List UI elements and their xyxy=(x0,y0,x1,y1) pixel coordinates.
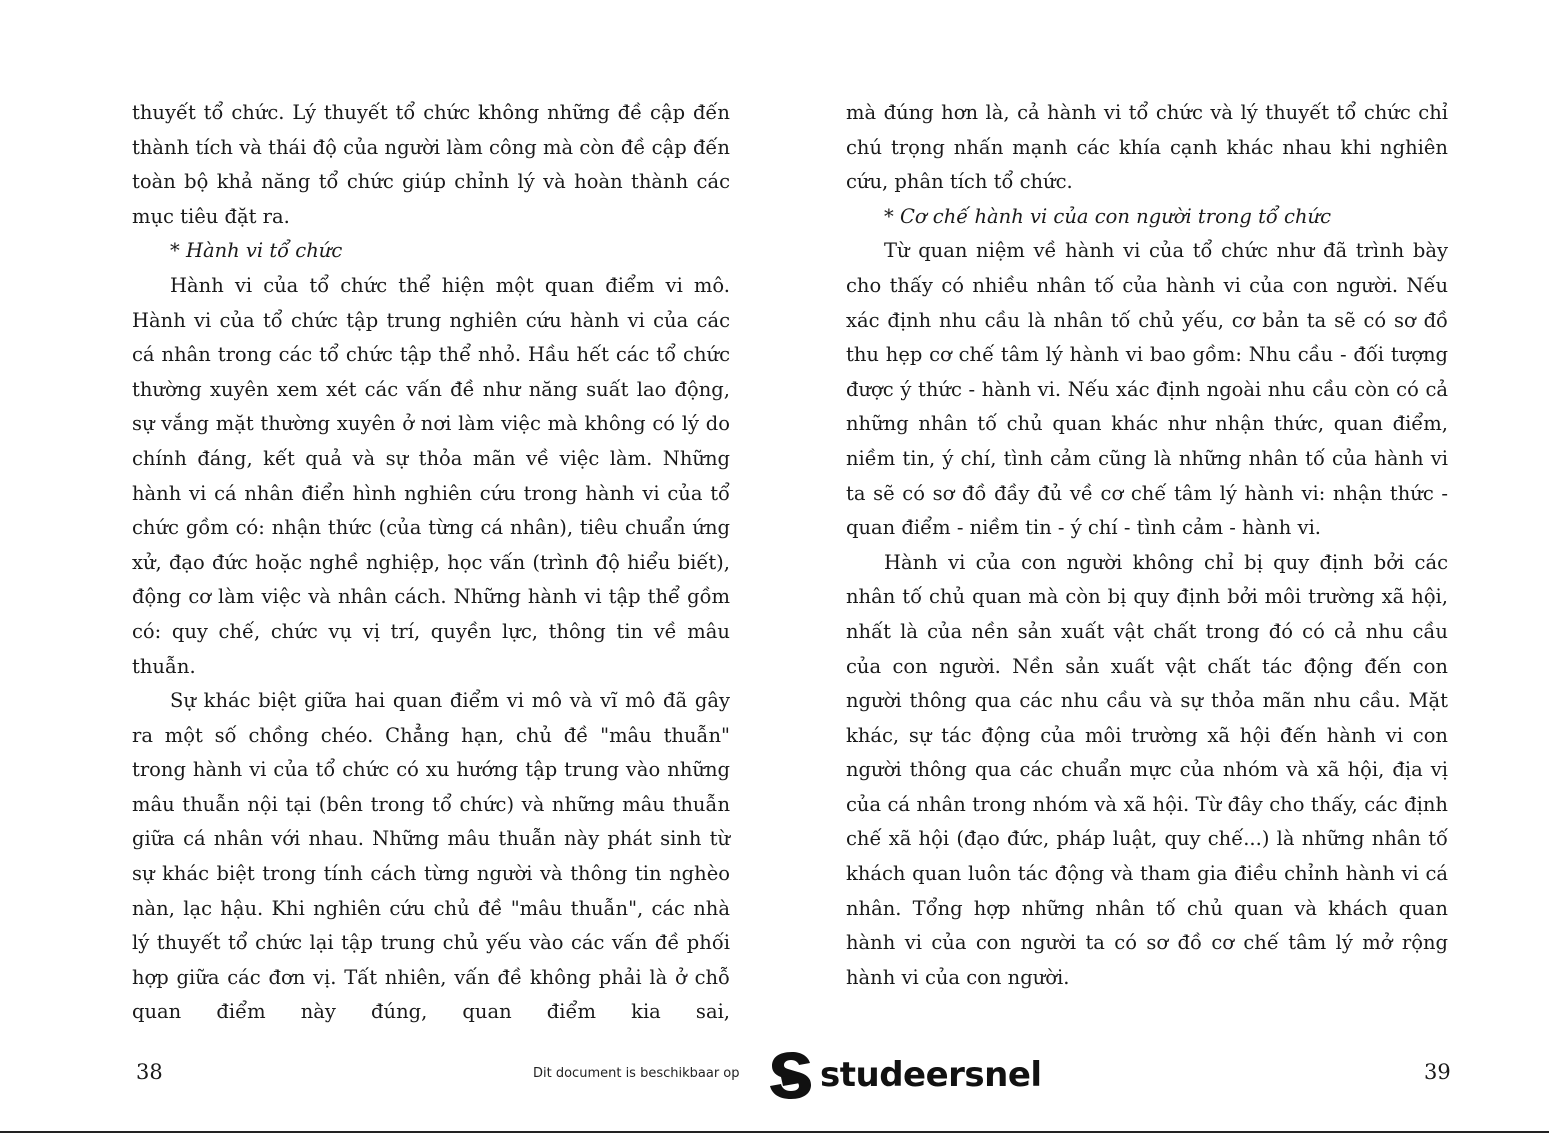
right-paragraph-2: Từ quan niệm về hành vi của tổ chức như đã trình bày cho thấy có nhiều nhân tố của hành vi của con người. Nếu xác định nhu cầu là nhân tố chủ yếu, cơ bản ta sẽ có sơ đồ thu hẹp cơ chế tâm lý hành vi bao gồm: Nhu cầu - đối tượng được ý thức - hành vi. Nếu xác định ngoài nhu cầu còn có cả những nhân tố chủ quan khác như nhận thức, quan điểm, niềm tin, ý chí, tình cảm cũng là những nhân tố của hành vi ta sẽ có sơ đồ đầy đủ về cơ chế tâm lý hành vi: nhận thức - quan điểm - niềm tin - ý chí - tình cảm - hành vi. xyxy=(846,239,1448,540)
studeersnel-logo-icon xyxy=(768,1050,814,1100)
left-page xyxy=(132,96,730,1030)
right-page xyxy=(846,96,1448,995)
left-paragraph-3: Sự khác biệt giữa hai quan điểm vi mô và vĩ mô đã gây ra một số chồng chéo. Chẳng hạn, chủ đề "mâu thuẫn" trong hành vi của tổ chức có xu hướng tập trung vào những mâu thuẫn nội tại (bên trong tổ chức) và những mâu thuẫn giữa cá nhân với nhau. Những mâu thuẫn này phát sinh từ sự khác biệt trong tính cách từng người và thông tin nghèo nàn, lạc hậu. Khi nghiên cứu chủ đề "mâu thuẫn", các nhà lý thuyết tổ chức lại tập trung chủ yếu vào các vấn đề phối hợp giữa các đơn vị. Tất nhiên, vấn đề không phải là ở chỗ quan điểm này đúng, quan điểm kia sai, xyxy=(132,689,730,1024)
right-paragraph-1: mà đúng hơn là, cả hành vi tổ chức và lý thuyết tổ chức chỉ chú trọng nhấn mạnh các khía cạnh khác nhau khi nghiên cứu, phân tích tổ chức. xyxy=(846,101,1448,194)
availability-text: Dit document is beschikbaar op xyxy=(533,1066,740,1081)
brand-name: studeersnel xyxy=(820,1055,1042,1095)
right-paragraph-3: Hành vi của con người không chỉ bị quy định bởi các nhân tố chủ quan mà còn bị quy định bởi môi trường xã hội, nhất là của nền sản xuất vật chất trong đó có cả nhu cầu của con người. Nền sản xuất vật chất tác động đến con người thông qua các nhu cầu và sự thỏa mãn nhu cầu. Mặt khác, sự tác động của môi trường xã hội đến hành vi con người thông qua các chuẩn mực của nhóm và xã hội, địa vị của cá nhân trong nhóm và xã hội. Từ đây cho thấy, các định chế xã hội (đạo đức, pháp luật, quy chế...) là những nhân tố khách quan luôn tác động và tham gia điều chỉnh hành vi cá nhân. Tổng hợp những nhân tố chủ quan và khách quan hành vi của con người ta có sơ đồ cơ chế tâm lý mở rộng hành vi của con người. xyxy=(846,550,1448,989)
left-paragraph-2: Hành vi của tổ chức thể hiện một quan điểm vi mô. Hành vi của tổ chức tập trung nghiên cứu hành vi của các cá nhân trong các tổ chức tập thể nhỏ. Hầu hết các tổ chức thường xuyên xem xét các vấn đề như năng suất lao động, sự vắng mặt thường xuyên ở nơi làm việc mà không có lý do chính đáng, kết quả và sự thỏa mãn về việc làm. Những hành vi cá nhân điển hình nghiên cứu trong hành vi của tổ chức gồm có: nhận thức (của từng cá nhân), tiêu chuẩn ứng xử, đạo đức hoặc nghề nghiệp, học vấn (trình độ hiểu biết), động cơ làm việc và nhân cách. Những hành vi tập thể gồm có: quy chế, chức vụ vị trí, quyền lực, thông tin về mâu thuẫn. xyxy=(132,273,730,678)
left-paragraph-1: thuyết tổ chức. Lý thuyết tổ chức không những đề cập đến thành tích và thái độ của người làm công mà còn đề cập đến toàn bộ khả năng tổ chức giúp chỉnh lý và hoàn thành các mục tiêu đặt ra. xyxy=(132,101,730,228)
studeersnel-brand[interactable] xyxy=(768,1050,1042,1100)
page-number-left: 38 xyxy=(136,1060,163,1084)
left-section-heading: * Hành vi tổ chức xyxy=(170,239,343,263)
page-number-right: 39 xyxy=(1424,1060,1451,1084)
right-section-heading: * Cơ chế hành vi của con người trong tổ chức xyxy=(884,204,1331,228)
bottom-border xyxy=(0,1131,1549,1133)
